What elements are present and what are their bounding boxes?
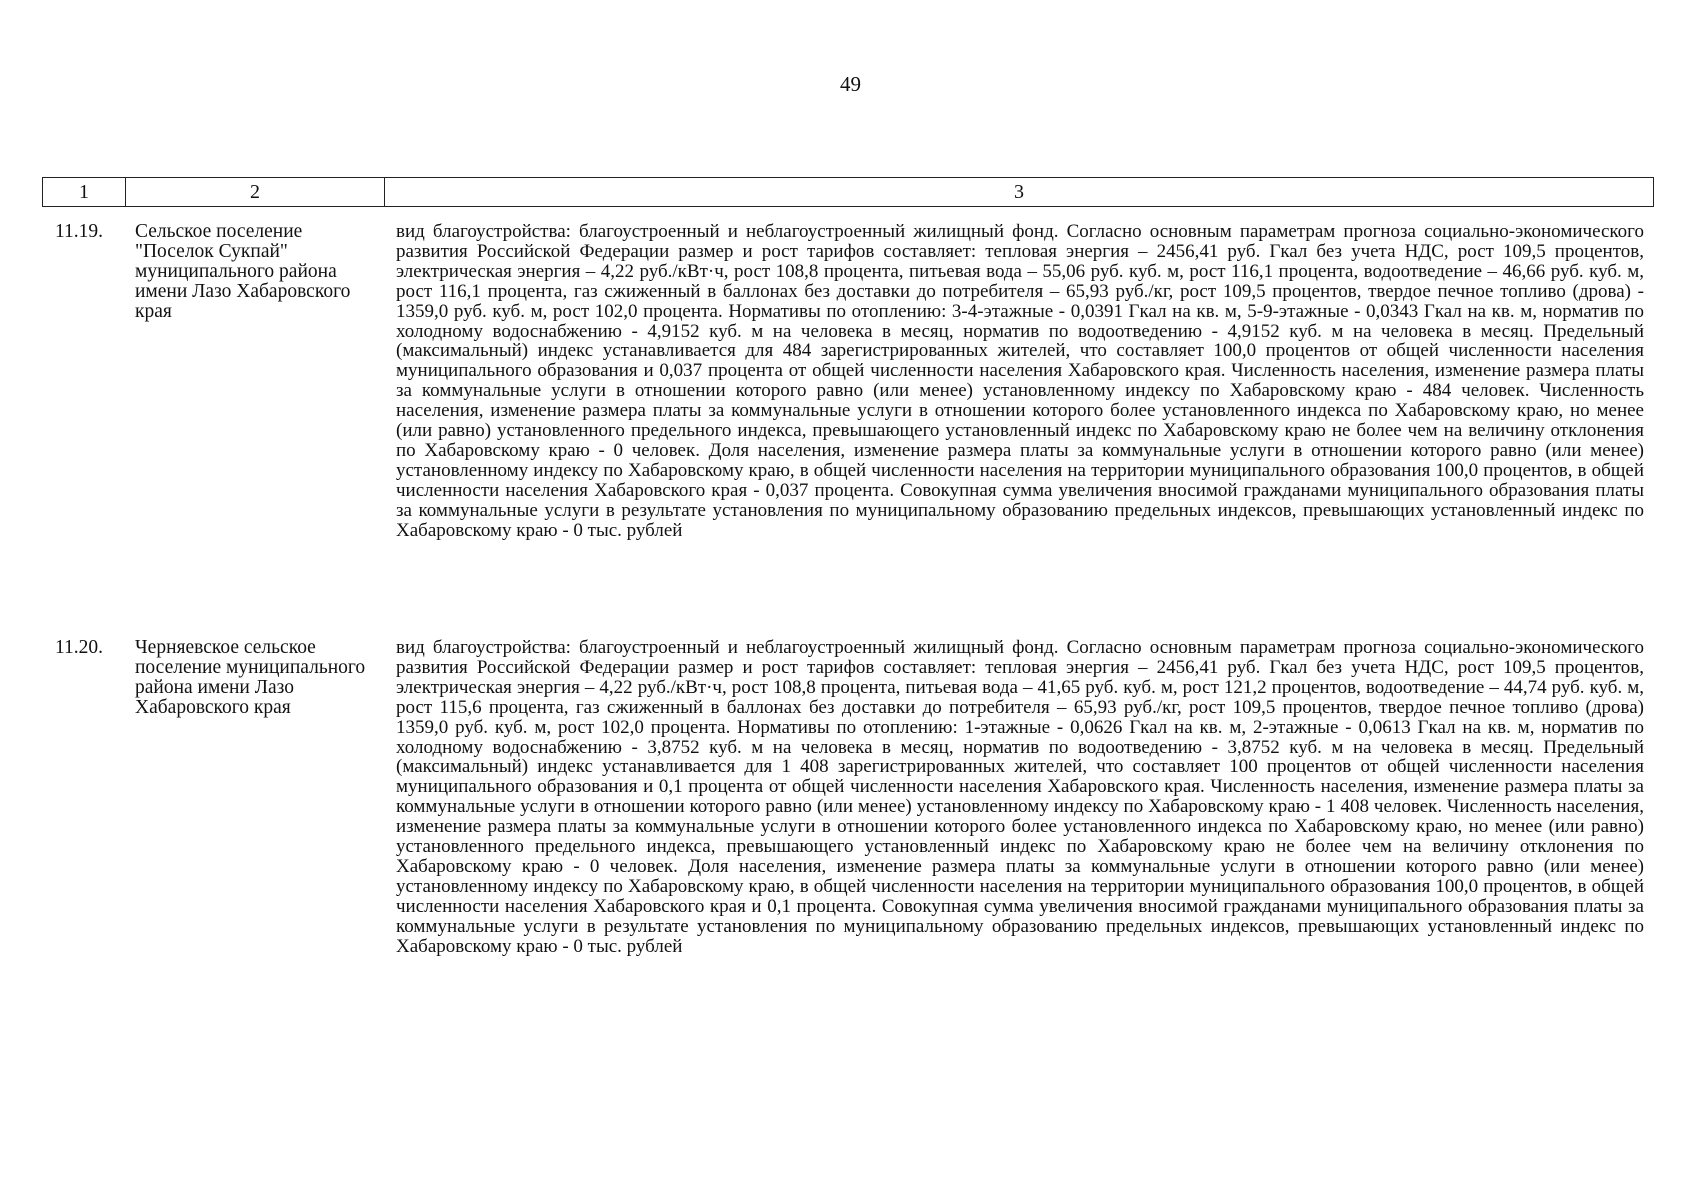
column-header-3: 3 [1014, 180, 1024, 203]
municipality-name: Сельское поселение "Поселок Сукпай" муниципального района имени Лазо Хабаровского края [135, 221, 351, 322]
column-header-1: 1 [43, 178, 126, 206]
column-header-2: 2 [126, 178, 385, 206]
row-description: вид благоустройства: благоустроенный и неблагоустроенный жилищный фонд. Согласно основным параметрам прогноза социально-экономического развития Российской Федерации размер и рост тарифов составляет: тепловая энергия – 2456,41 руб. Гкал без учета НДС, рост 109,5 процентов, электрическая энергия – 4,22 руб./кВт·ч, рост 108,8 процента, питьевая вода – 41,65 руб. куб. м, рост 121,2 процентов, водоотведение – 44,74 руб. куб. м, рост 115,6 процента, газ сжиженный в баллонах без доставки до потребителя – 65,93 руб./кг, рост 109,5 процентов, твердое печное топливо (дрова) 1359,0 руб. куб. м, рост 102,0 процента. Нормативы по отоплению: 1-этажные - 0,0626 Гкал на кв. м, 2-этажные - 0,0613 Гкал на кв. м, норматив по холодному водоснабжению - 3,8752 куб. м на человека в месяц, норматив по водоотведению - 3,8752 куб. м на человека в месяц. Предельный (максимальный) индекс устанавливается для 1 408 зарегистрированных жителей, что составляет 100 процентов от общей численности населения муниципального образования и 0,1 процента от общей численности населения Хабаровского края. Численность населения, изменение размера платы за коммунальные услуги в отношении которого равно (или менее) установленному индексу по Хабаровскому краю - 1 408 человек. Численность населения, изменение размера платы за коммунальные услуги в отношении которого более установленного индекса по Хабаровскому краю, но менее (или равно) установленного предельного индекса, превышающего установленный индекс по Хабаровскому краю не более чем на величину отклонения по Хабаровскому краю - 0 человек. Доля населения, изменение размера платы за коммунальные услуги в отношении которого равно (или менее) установленному индексу по Хабаровскому краю, в общей численности населения на территории муниципального образования 100,0 процентов, в общей численности населения Хабаровского края и 0,1 процента. Совокупная сумма увеличения вносимой гражданами муниципального образования платы за коммунальные услуги в результате установления по муниципальному образованию предельных индексов, превышающих установленный индекс по Хабаровскому краю - 0 тыс. рублей [396, 637, 1644, 957]
municipality-name: Черняевское сельское поселение муниципального района имени Лазо Хабаровского края [135, 637, 366, 718]
row-number: 11.20. [55, 637, 104, 658]
page-number: 49 [840, 72, 861, 96]
table-header-row [42, 177, 1654, 207]
row-number: 11.19. [55, 221, 104, 242]
row-description: вид благоустройства: благоустроенный и неблагоустроенный жилищный фонд. Согласно основным параметрам прогноза социально-экономического развития Российской Федерации размер и рост тарифов составляет: тепловая энергия – 2456,41 руб. Гкал без учета НДС, рост 109,5 процентов, электрическая энергия – 4,22 руб./кВт·ч, рост 108,8 процента, питьевая вода – 55,06 руб. куб. м, рост 116,1 процента, водоотведение – 46,66 руб. куб. м, рост 116,1 процента, газ сжиженный в баллонах без доставки до потребителя – 65,93 руб./кг, рост 109,5 процентов, твердое печное топливо (дрова) - 1359,0 руб. куб. м, рост 102,0 процента. Нормативы по отоплению: 3-4-этажные - 0,0391 Гкал на кв. м, 5-9-этажные - 0,0343 Гкал на кв. м, норматив по холодному водоснабжению - 4,9152 куб. м на человека в месяц, норматив по водоотведению - 4,9152 куб. м на человека в месяц. Предельный (максимальный) индекс устанавливается для 484 зарегистрированных жителей, что составляет 100,0 процентов от общей численности населения муниципального образования и 0,037 процента от общей численности населения Хабаровского края. Численность населения, изменение размера платы за коммунальные услуги в отношении которого равно (или менее) установленному индексу по Хабаровскому краю - 484 человек. Численность населения, изменение размера платы за коммунальные услуги в отношении которого более установленного индекса по Хабаровскому краю, но менее (или равно) установленного предельного индекса, превышающего установленный индекс по Хабаровскому краю не более чем на величину отклонения по Хабаровскому краю - 0 человек. Доля населения, изменение размера платы за коммунальные услуги в отношении которого равно (или менее) установленному индексу по Хабаровскому краю, в общей численности населения на территории муниципального образования 100,0 процентов, в общей численности населения Хабаровского края - 0,037 процента. Совокупная сумма увеличения вносимой гражданами муниципального образования платы за коммунальные услуги в результате установления по муниципальному образованию предельных индексов, превышающих установленный индекс по Хабаровскому краю - 0 тыс. рублей [396, 221, 1644, 541]
